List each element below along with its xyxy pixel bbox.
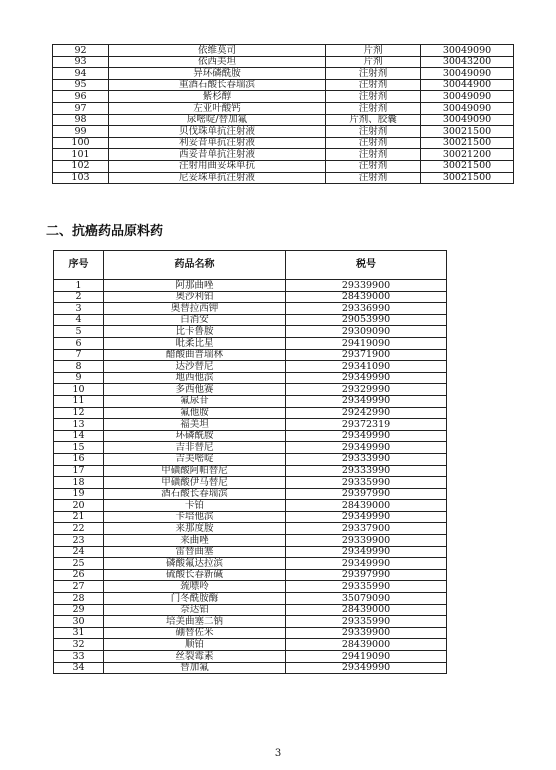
cell-drug-name: 雷替曲塞 xyxy=(104,546,286,558)
cell-tax-code: 29397990 xyxy=(286,569,447,581)
cell-drug-name: 贝伐珠单抗注射液 xyxy=(109,126,326,138)
cell-tax-code: 29335990 xyxy=(286,616,447,628)
cell-serial-number: 22 xyxy=(54,523,104,535)
cell-tax-code: 29372319 xyxy=(286,419,447,431)
cell-tax-code: 29349990 xyxy=(286,372,447,384)
cell-serial-number: 23 xyxy=(54,535,104,547)
cell-serial-number: 93 xyxy=(53,56,109,68)
cell-drug-name: 巯嘌呤 xyxy=(104,581,286,593)
cell-tax-code: 30049090 xyxy=(421,102,514,114)
table-row xyxy=(54,523,447,535)
cell-drug-name: 白消安 xyxy=(104,314,286,326)
cell-drug-name: 西妥昔单抗注射液 xyxy=(109,149,326,161)
cell-serial-number: 99 xyxy=(53,126,109,138)
cell-tax-code: 29371900 xyxy=(286,349,447,361)
table-row xyxy=(54,453,447,465)
cell-serial-number: 25 xyxy=(54,558,104,570)
cell-drug-name: 磷酸氟达拉滨 xyxy=(104,558,286,570)
table-row xyxy=(54,488,447,500)
table-row xyxy=(53,91,514,103)
cell-tax-code: 30049090 xyxy=(421,45,514,57)
cell-drug-name: 门冬酰胺酶 xyxy=(104,593,286,605)
cell-serial-number: 15 xyxy=(54,442,104,454)
cell-tax-code: 30021500 xyxy=(421,126,514,138)
cell-drug-name: 卡铂 xyxy=(104,500,286,512)
cell-drug-name: 利妥昔单抗注射液 xyxy=(109,137,326,149)
cell-drug-name: 环磷酰胺 xyxy=(104,430,286,442)
cell-drug-name: 异环磷酰胺 xyxy=(109,68,326,80)
cell-tax-code: 29339900 xyxy=(286,627,447,639)
cell-tax-code: 30043200 xyxy=(421,56,514,68)
cell-drug-name: 硼替佐米 xyxy=(104,627,286,639)
cell-serial-number: 32 xyxy=(54,639,104,651)
table-row xyxy=(54,442,447,454)
cell-tax-code: 30049090 xyxy=(421,114,514,126)
cell-serial-number: 95 xyxy=(53,79,109,91)
cell-dosage-form: 注射剂 xyxy=(326,137,421,149)
cell-serial-number: 20 xyxy=(54,500,104,512)
cell-drug-name: 多西他赛 xyxy=(104,384,286,396)
cell-drug-name: 依西美坦 xyxy=(109,56,326,68)
cell-dosage-form: 片剂、胶囊 xyxy=(326,114,421,126)
cell-drug-name: 硫酸长春新碱 xyxy=(104,569,286,581)
table-row xyxy=(54,419,447,431)
cell-serial-number: 13 xyxy=(54,419,104,431)
cell-drug-name: 达沙替尼 xyxy=(104,361,286,373)
cell-tax-code: 29329990 xyxy=(286,384,447,396)
cell-tax-code: 29335990 xyxy=(286,581,447,593)
cell-tax-code: 29349990 xyxy=(286,395,447,407)
table-row xyxy=(54,569,447,581)
cell-tax-code: 29333990 xyxy=(286,465,447,477)
table-row xyxy=(54,430,447,442)
cell-tax-code: 28439000 xyxy=(286,500,447,512)
continued-drug-table xyxy=(52,44,514,184)
cell-drug-name: 来那度胺 xyxy=(104,523,286,535)
table-row xyxy=(53,149,514,161)
table-row xyxy=(54,546,447,558)
section-title: 二、抗癌药品原料药 xyxy=(46,224,164,239)
table-row xyxy=(54,604,447,616)
cell-tax-code: 28439000 xyxy=(286,604,447,616)
cell-serial-number: 101 xyxy=(53,149,109,161)
cell-drug-name: 培美曲塞二钠 xyxy=(104,616,286,628)
header-drug-name: 药品名称 xyxy=(104,251,286,280)
table-row xyxy=(54,500,447,512)
cell-dosage-form: 片剂 xyxy=(326,56,421,68)
table-row xyxy=(53,160,514,172)
cell-serial-number: 21 xyxy=(54,511,104,523)
cell-tax-code: 30021500 xyxy=(421,160,514,172)
cell-tax-code: 30044900 xyxy=(421,79,514,91)
table-row xyxy=(54,651,447,663)
cell-serial-number: 30 xyxy=(54,616,104,628)
cell-serial-number: 8 xyxy=(54,361,104,373)
cell-serial-number: 19 xyxy=(54,488,104,500)
table-row xyxy=(53,102,514,114)
table-row xyxy=(53,45,514,57)
table-row xyxy=(54,314,447,326)
cell-dosage-form: 注射剂 xyxy=(326,126,421,138)
cell-serial-number: 14 xyxy=(54,430,104,442)
cell-tax-code: 29339900 xyxy=(286,535,447,547)
cell-tax-code: 29242990 xyxy=(286,407,447,419)
cell-dosage-form: 注射剂 xyxy=(326,172,421,184)
cell-serial-number: 96 xyxy=(53,91,109,103)
table-row xyxy=(53,114,514,126)
table-row xyxy=(53,68,514,80)
cell-drug-name: 地西他滨 xyxy=(104,372,286,384)
table-row xyxy=(54,361,447,373)
cell-dosage-form: 注射剂 xyxy=(326,91,421,103)
table-row xyxy=(54,627,447,639)
table-row xyxy=(54,326,447,338)
cell-serial-number: 26 xyxy=(54,569,104,581)
cell-serial-number: 10 xyxy=(54,384,104,396)
cell-drug-name: 福美坦 xyxy=(104,419,286,431)
cell-drug-name: 醋酸曲普瑞林 xyxy=(104,349,286,361)
cell-tax-code: 29339900 xyxy=(286,280,447,292)
cell-serial-number: 100 xyxy=(53,137,109,149)
cell-drug-name: 尿嘧啶/替加氟 xyxy=(109,114,326,126)
cell-dosage-form: 注射剂 xyxy=(326,79,421,91)
cell-tax-code: 28439000 xyxy=(286,291,447,303)
table-row xyxy=(54,581,447,593)
cell-drug-name: 奥沙利铂 xyxy=(104,291,286,303)
table-row xyxy=(54,535,447,547)
cell-serial-number: 4 xyxy=(54,314,104,326)
cell-tax-code: 29053990 xyxy=(286,314,447,326)
cell-serial-number: 16 xyxy=(54,453,104,465)
cell-serial-number: 97 xyxy=(53,102,109,114)
table-row xyxy=(54,616,447,628)
cell-tax-code: 29349990 xyxy=(286,662,447,674)
cell-serial-number: 98 xyxy=(53,114,109,126)
cell-drug-name: 氟他胺 xyxy=(104,407,286,419)
cell-tax-code: 30049090 xyxy=(421,68,514,80)
table-row xyxy=(54,280,447,292)
page-number: 3 xyxy=(274,748,282,759)
cell-drug-name: 重酒石酸长春瑞滨 xyxy=(109,79,326,91)
cell-drug-name: 左亚叶酸钙 xyxy=(109,102,326,114)
cell-serial-number: 1 xyxy=(54,280,104,292)
cell-drug-name: 甲磺酸阿帕替尼 xyxy=(104,465,286,477)
cell-serial-number: 3 xyxy=(54,303,104,315)
cell-drug-name: 顺铂 xyxy=(104,639,286,651)
cell-drug-name: 比卡鲁胺 xyxy=(104,326,286,338)
cell-tax-code: 29341090 xyxy=(286,361,447,373)
cell-drug-name: 卡培他滨 xyxy=(104,511,286,523)
table-row xyxy=(53,172,514,184)
cell-tax-code: 30021500 xyxy=(421,137,514,149)
cell-drug-name: 吉美嘧啶 xyxy=(104,453,286,465)
table-row xyxy=(54,372,447,384)
cell-serial-number: 5 xyxy=(54,326,104,338)
cell-serial-number: 103 xyxy=(53,172,109,184)
cell-tax-code: 29349990 xyxy=(286,558,447,570)
cell-tax-code: 29336990 xyxy=(286,303,447,315)
cell-drug-name: 奥替拉西钾 xyxy=(104,303,286,315)
continued-drug-table-body xyxy=(53,45,514,184)
table-row xyxy=(53,56,514,68)
cell-dosage-form: 注射剂 xyxy=(326,68,421,80)
table-row xyxy=(54,395,447,407)
cell-drug-name: 吡柔比星 xyxy=(104,337,286,349)
cell-drug-name: 紫杉醇 xyxy=(109,91,326,103)
table-row xyxy=(54,384,447,396)
table-row xyxy=(53,126,514,138)
raw-material-table-body xyxy=(54,280,447,674)
table-row xyxy=(54,337,447,349)
cell-serial-number: 94 xyxy=(53,68,109,80)
cell-serial-number: 33 xyxy=(54,651,104,663)
cell-serial-number: 29 xyxy=(54,604,104,616)
cell-serial-number: 6 xyxy=(54,337,104,349)
cell-tax-code: 30021200 xyxy=(421,149,514,161)
cell-tax-code: 28439000 xyxy=(286,639,447,651)
table-row xyxy=(54,639,447,651)
cell-drug-name: 替加氟 xyxy=(104,662,286,674)
cell-serial-number: 9 xyxy=(54,372,104,384)
table-row xyxy=(54,593,447,605)
cell-serial-number: 18 xyxy=(54,477,104,489)
table-header-row xyxy=(54,251,447,280)
cell-serial-number: 2 xyxy=(54,291,104,303)
cell-serial-number: 12 xyxy=(54,407,104,419)
cell-tax-code: 30021500 xyxy=(421,172,514,184)
table-row xyxy=(54,465,447,477)
cell-tax-code: 29349990 xyxy=(286,511,447,523)
table-row xyxy=(53,79,514,91)
cell-serial-number: 17 xyxy=(54,465,104,477)
cell-tax-code: 30049090 xyxy=(421,91,514,103)
cell-serial-number: 24 xyxy=(54,546,104,558)
cell-tax-code: 29337900 xyxy=(286,523,447,535)
cell-serial-number: 102 xyxy=(53,160,109,172)
table-row xyxy=(54,511,447,523)
cell-drug-name: 奈达铂 xyxy=(104,604,286,616)
cell-tax-code: 29349990 xyxy=(286,546,447,558)
cell-tax-code: 29397990 xyxy=(286,488,447,500)
table-row xyxy=(54,407,447,419)
table-row xyxy=(54,662,447,674)
cell-tax-code: 29333990 xyxy=(286,453,447,465)
cell-dosage-form: 注射剂 xyxy=(326,160,421,172)
cell-drug-name: 氟尿苷 xyxy=(104,395,286,407)
cell-serial-number: 11 xyxy=(54,395,104,407)
cell-serial-number: 31 xyxy=(54,627,104,639)
cell-dosage-form: 注射剂 xyxy=(326,102,421,114)
raw-material-table xyxy=(53,250,447,674)
table-row xyxy=(54,349,447,361)
cell-drug-name: 阿那曲唑 xyxy=(104,280,286,292)
cell-drug-name: 依维莫司 xyxy=(109,45,326,57)
cell-serial-number: 34 xyxy=(54,662,104,674)
table-row xyxy=(53,137,514,149)
cell-serial-number: 27 xyxy=(54,581,104,593)
cell-tax-code: 29309090 xyxy=(286,326,447,338)
table-row xyxy=(54,303,447,315)
cell-tax-code: 29419090 xyxy=(286,651,447,663)
cell-tax-code: 29349990 xyxy=(286,430,447,442)
cell-drug-name: 甲磺酸伊马替尼 xyxy=(104,477,286,489)
cell-serial-number: 28 xyxy=(54,593,104,605)
cell-drug-name: 来曲唑 xyxy=(104,535,286,547)
cell-tax-code: 29349990 xyxy=(286,442,447,454)
header-tax-code: 税号 xyxy=(286,251,447,280)
header-serial-number: 序号 xyxy=(54,251,104,280)
cell-drug-name: 尼妥珠单抗注射液 xyxy=(109,172,326,184)
cell-tax-code: 35079090 xyxy=(286,593,447,605)
cell-dosage-form: 片剂 xyxy=(326,45,421,57)
table-row xyxy=(54,291,447,303)
table-row xyxy=(54,558,447,570)
cell-drug-name: 丝裂霉素 xyxy=(104,651,286,663)
cell-dosage-form: 注射剂 xyxy=(326,149,421,161)
cell-drug-name: 吉非替尼 xyxy=(104,442,286,454)
cell-drug-name: 酒石酸长春瑞滨 xyxy=(104,488,286,500)
table-row xyxy=(54,477,447,489)
cell-drug-name: 注射用曲妥珠单抗 xyxy=(109,160,326,172)
cell-serial-number: 7 xyxy=(54,349,104,361)
cell-tax-code: 29335990 xyxy=(286,477,447,489)
cell-tax-code: 29419090 xyxy=(286,337,447,349)
cell-serial-number: 92 xyxy=(53,45,109,57)
